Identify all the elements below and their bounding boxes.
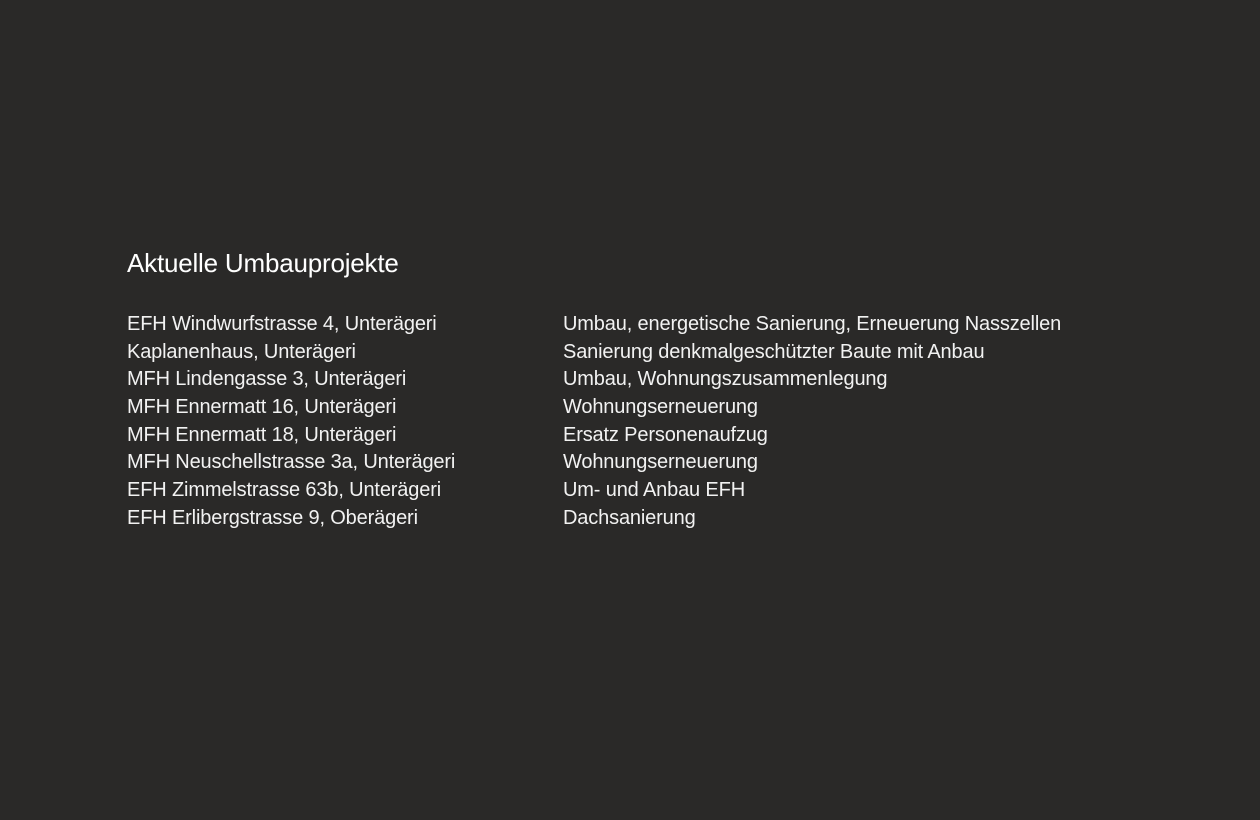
project-name: MFH Neuschellstrasse 3a, Unterägeri [127,451,456,474]
project-name: EFH Erlibergstrasse 9, Oberägeri [127,506,418,529]
project-name: EFH Windwurfstrasse 4, Unterägeri [127,312,437,335]
project-description: Sanierung denkmalgeschützter Baute mit Anbau [563,340,985,363]
project-description: Um- und Anbau EFH [563,478,745,501]
project-name: MFH Lindengasse 3, Unterägeri [127,368,407,391]
page-title: Aktuelle Umbauprojekte [127,248,399,278]
project-description: Umbau, Wohnungszusammenlegung [563,368,888,391]
project-row [127,504,1207,532]
project-name: MFH Ennermatt 18, Unterägeri [127,423,397,446]
project-name: EFH Zimmelstrasse 63b, Unterägeri [127,478,442,501]
project-description: Dachsanierung [563,506,696,529]
project-row [127,421,1207,449]
project-row [127,338,1207,366]
project-row [127,476,1207,504]
project-description: Umbau, energetische Sanierung, Erneuerung Nasszellen [563,312,1062,335]
project-row [127,393,1207,421]
project-description: Wohnungserneuerung [563,395,758,418]
project-list [127,310,1207,532]
project-row [127,365,1207,393]
project-name: Kaplanenhaus, Unterägeri [127,340,356,363]
project-description: Wohnungserneuerung [563,451,758,474]
project-row [127,448,1207,476]
project-row [127,310,1207,338]
project-description: Ersatz Personenaufzug [563,423,768,446]
project-name: MFH Ennermatt 16, Unterägeri [127,395,397,418]
